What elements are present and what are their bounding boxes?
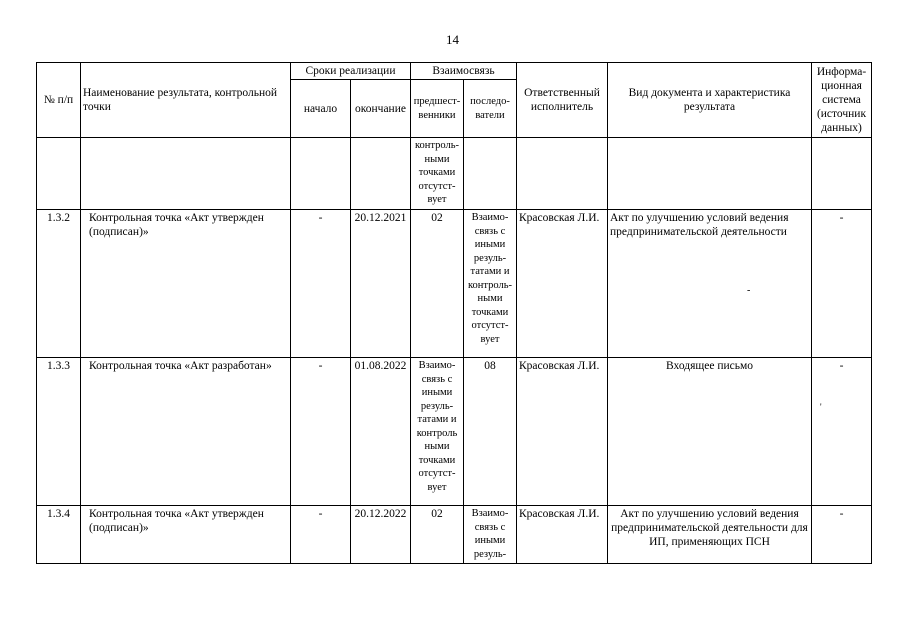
- stray-dash-mark: -: [747, 285, 751, 296]
- cell-info: -: [812, 210, 872, 358]
- cell-num: 1.3.4: [37, 506, 81, 564]
- table-row: [37, 210, 872, 358]
- results-table: [36, 62, 872, 564]
- cell-successors: Взаимо- связь с иными резуль- татами и контроль- ными точками отсутст- вует: [464, 210, 517, 358]
- cell-predecessors: 02: [411, 210, 464, 358]
- header-link-group: Взаимосвязь: [411, 63, 517, 80]
- stray-tick-mark: ': [820, 402, 822, 412]
- cell-end: [351, 138, 411, 210]
- cell-responsible: Красовская Л.И.: [517, 358, 608, 506]
- cell-num: 1.3.2: [37, 210, 81, 358]
- cell-end: 20.12.2022: [351, 506, 411, 564]
- cell-start: [291, 138, 351, 210]
- cell-doc: [608, 138, 812, 210]
- header-end: окончание: [351, 80, 411, 138]
- cell-info: -: [812, 358, 872, 506]
- cell-successors: [464, 138, 517, 210]
- header-terms-group: Сроки реализации: [291, 63, 411, 80]
- cell-doc: Акт по улучшению условий ведения предпринимательской деятельности: [608, 210, 812, 358]
- header-successors: последо- ватели: [464, 80, 517, 138]
- cell-num: 1.3.3: [37, 358, 81, 506]
- cell-info: -: [812, 506, 872, 564]
- table-row: [37, 506, 872, 564]
- cell-start: -: [291, 358, 351, 506]
- cell-end: 01.08.2022: [351, 358, 411, 506]
- cell-name: Контрольная точка «Акт утвержден (подписан)»: [81, 506, 291, 564]
- cell-predecessors: 02: [411, 506, 464, 564]
- cell-name: Контрольная точка «Акт утвержден (подписан)»: [81, 210, 291, 358]
- cell-num: [37, 138, 81, 210]
- table-row: [37, 358, 872, 506]
- cell-successors: 08: [464, 358, 517, 506]
- page-number: 14: [446, 32, 459, 47]
- cell-predecessors: контроль- ными точками отсутст- вует: [411, 138, 464, 210]
- cell-doc: Акт по улучшению условий ведения предпринимательской деятельности для ИП, применяющих ПСН: [608, 506, 812, 564]
- cell-successors: Взаимо- связь с иными резуль-: [464, 506, 517, 564]
- header-info-system: Информа- ционная система (источник данных): [812, 63, 872, 138]
- cell-responsible: [517, 138, 608, 210]
- table-row: [37, 138, 872, 210]
- header-responsible: Ответственный исполнитель: [517, 63, 608, 138]
- header-start: начало: [291, 80, 351, 138]
- header-predecessors: предшест- венники: [411, 80, 464, 138]
- cell-responsible: Красовская Л.И.: [517, 506, 608, 564]
- cell-start: -: [291, 506, 351, 564]
- cell-name: Контрольная точка «Акт разработан»: [81, 358, 291, 506]
- header-doc-type: Вид документа и характеристика результата: [608, 63, 812, 138]
- cell-start: -: [291, 210, 351, 358]
- cell-info: [812, 138, 872, 210]
- cell-predecessors: Взаимо- связь с иными резуль- татами и контроль ными точками отсутст- вует: [411, 358, 464, 506]
- cell-name: [81, 138, 291, 210]
- cell-responsible: Красовская Л.И.: [517, 210, 608, 358]
- header-name: Наименование результата, контрольной точки: [81, 63, 291, 138]
- header-num: № п/п: [37, 63, 81, 138]
- cell-end: 20.12.2021: [351, 210, 411, 358]
- cell-doc: Входящее письмо: [608, 358, 812, 506]
